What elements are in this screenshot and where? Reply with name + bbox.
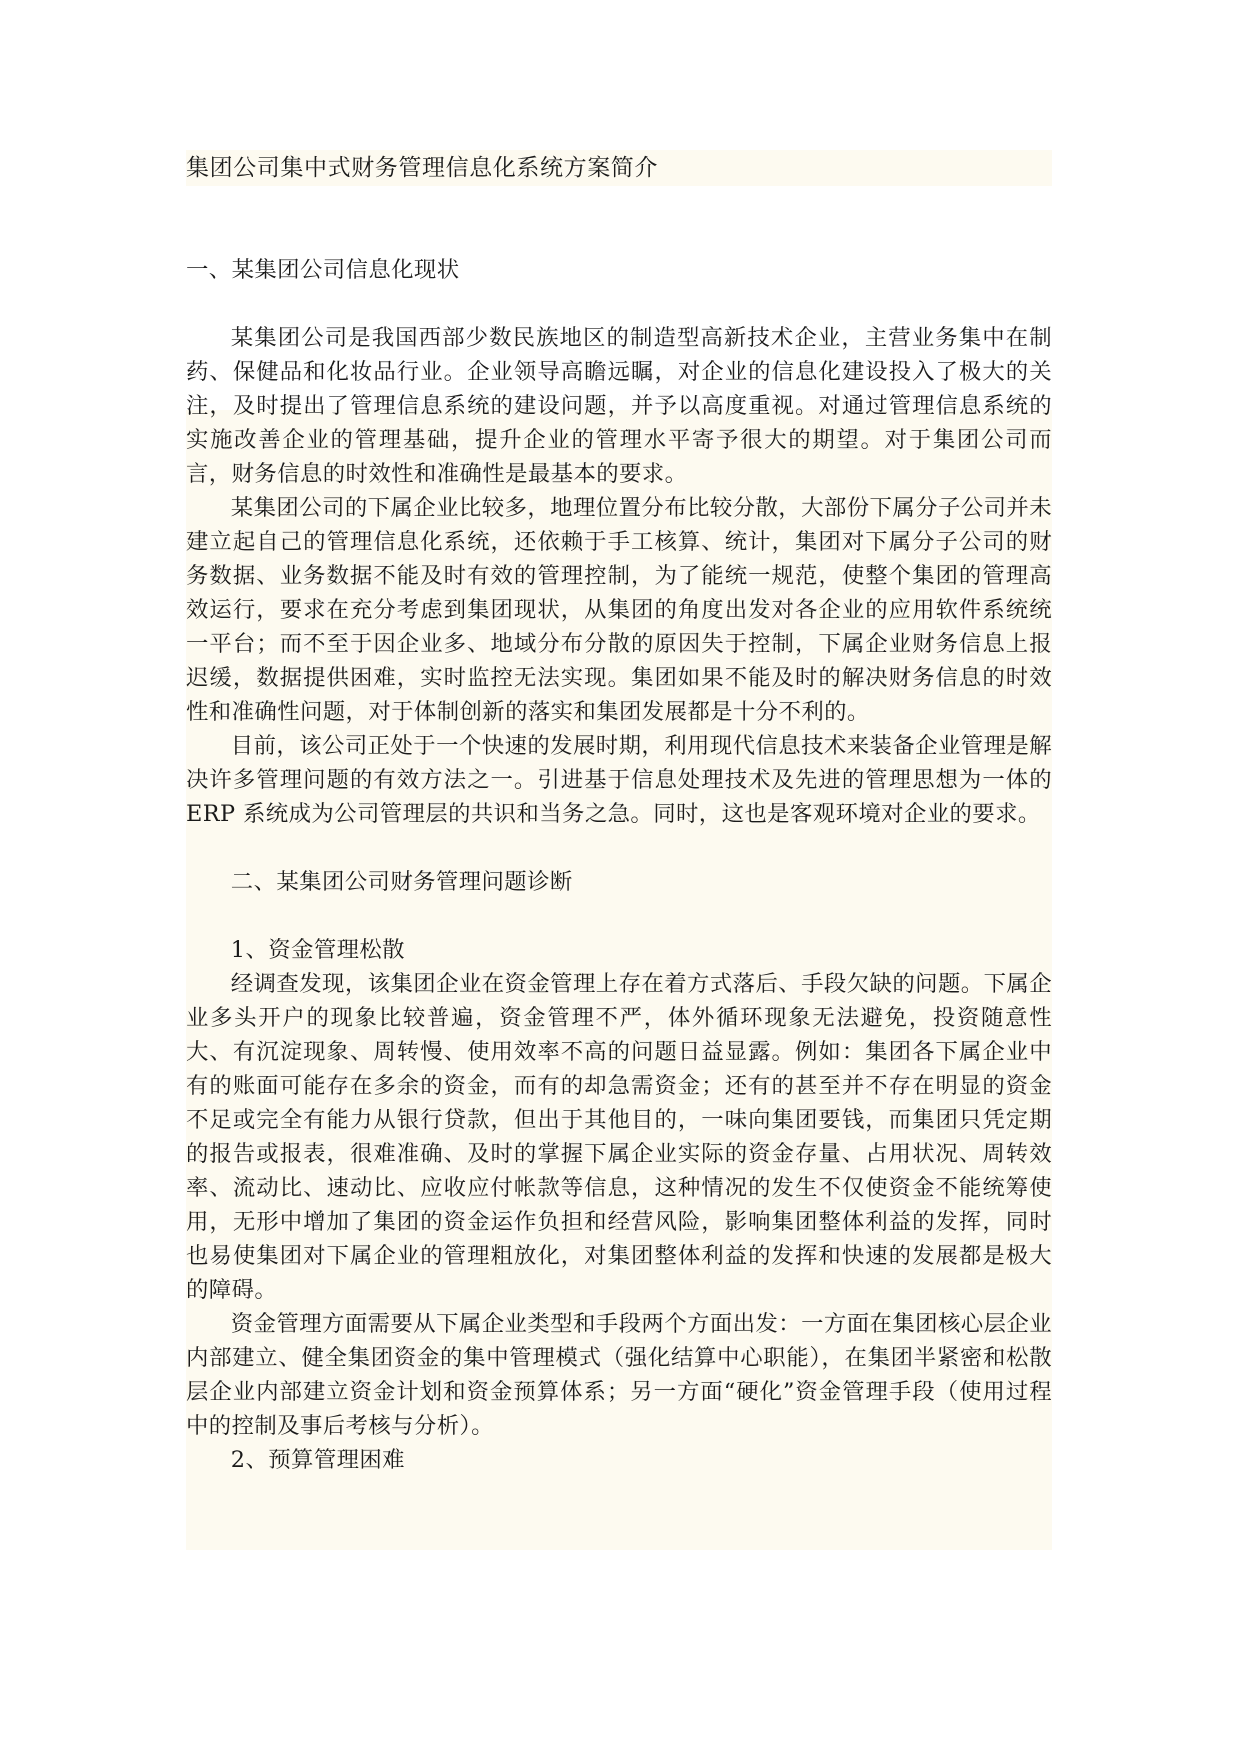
subsection-2-heading: 2、预算管理困难 bbox=[230, 1447, 405, 1473]
spacer bbox=[186, 899, 1052, 933]
section-1-heading: 一、某集团公司信息化现状 bbox=[186, 257, 460, 283]
document-title: 集团公司集中式财务管理信息化系统方案简介 bbox=[186, 155, 658, 181]
section-1-paragraph-3: 目前，该公司正处于一个快速的发展时期，利用现代信息技术来装备企业管理是解决许多管理问题的有效方法之一。引进基于信息处理技术及先进的管理思想为一体的 ERP 系统成为公司管理层的共识和当务之急。同时，这也是客观环境对企业的要求。 bbox=[186, 733, 1052, 827]
document-body bbox=[186, 253, 1052, 1477]
section-2-heading: 二、某集团公司财务管理问题诊断 bbox=[230, 869, 573, 895]
spacer bbox=[186, 287, 1052, 321]
subsection-1-paragraph-2: 资金管理方面需要从下属企业类型和手段两个方面出发：一方面在集团核心层企业内部建立、健全集团资金的集中管理模式（强化结算中心职能），在集团半紧密和松散层企业内部建立资金计划和资金预算体系；另一方面“硬化”资金管理手段（使用过程中的控制及事后考核与分析）。 bbox=[186, 1311, 1052, 1439]
section-1-paragraph-1: 某集团公司是我国西部少数民族地区的制造型高新技术企业，主营业务集中在制药、保健品和化妆品行业。企业领导高瞻远瞩，对企业的信息化建设投入了极大的关注，及时提出了管理信息系统的建设问题，并予以高度重视。对通过管理信息系统的实施改善企业的管理基础，提升企业的管理水平寄予很大的期望。对于集团公司而言，财务信息的时效性和准确性是最基本的要求。 bbox=[186, 325, 1052, 487]
subsection-1-paragraph-1: 经调查发现，该集团企业在资金管理上存在着方式落后、手段欠缺的问题。下属企业多头开户的现象比较普遍，资金管理不严，体外循环现象无法避免，投资随意性大、有沉淀现象、周转慢、使用效率不高的问题日益显露。例如：集团各下属企业中有的账面可能存在多余的资金，而有的却急需资金；还有的甚至并不存在明显的资金不足或完全有能力从银行贷款，但出于其他目的，一味向集团要钱，而集团只凭定期的报告或报表，很难准确、及时的掌握下属企业实际的资金存量、占用状况、周转效率、流动比、速动比、应收应付帐款等信息，这种情况的发生不仅使资金不能统筹使用，无形中增加了集团的资金运作负担和经营风险，影响集团整体利益的发挥，同时也易使集团对下属企业的管理粗放化，对集团整体利益的发挥和快速的发展都是极大的障碍。 bbox=[186, 971, 1052, 1303]
section-1-paragraph-2: 某集团公司的下属企业比较多，地理位置分布比较分散，大部份下属分子公司并未建立起自己的管理信息化系统，还依赖于手工核算、统计，集团对下属分子公司的财务数据、业务数据不能及时有效的管理控制，为了能统一规范，使整个集团的管理高效运行，要求在充分考虑到集团现状，从集团的角度出发对各企业的应用软件系统统一平台；而不至于因企业多、地域分布分散的原因失于控制，下属企业财务信息上报迟缓，数据提供困难，实时监控无法实现。集团如果不能及时的解决财务信息的时效性和准确性问题，对于体制创新的落实和集团发展都是十分不利的。 bbox=[186, 495, 1052, 725]
subsection-1-heading: 1、资金管理松散 bbox=[230, 937, 405, 963]
spacer bbox=[186, 831, 1052, 865]
